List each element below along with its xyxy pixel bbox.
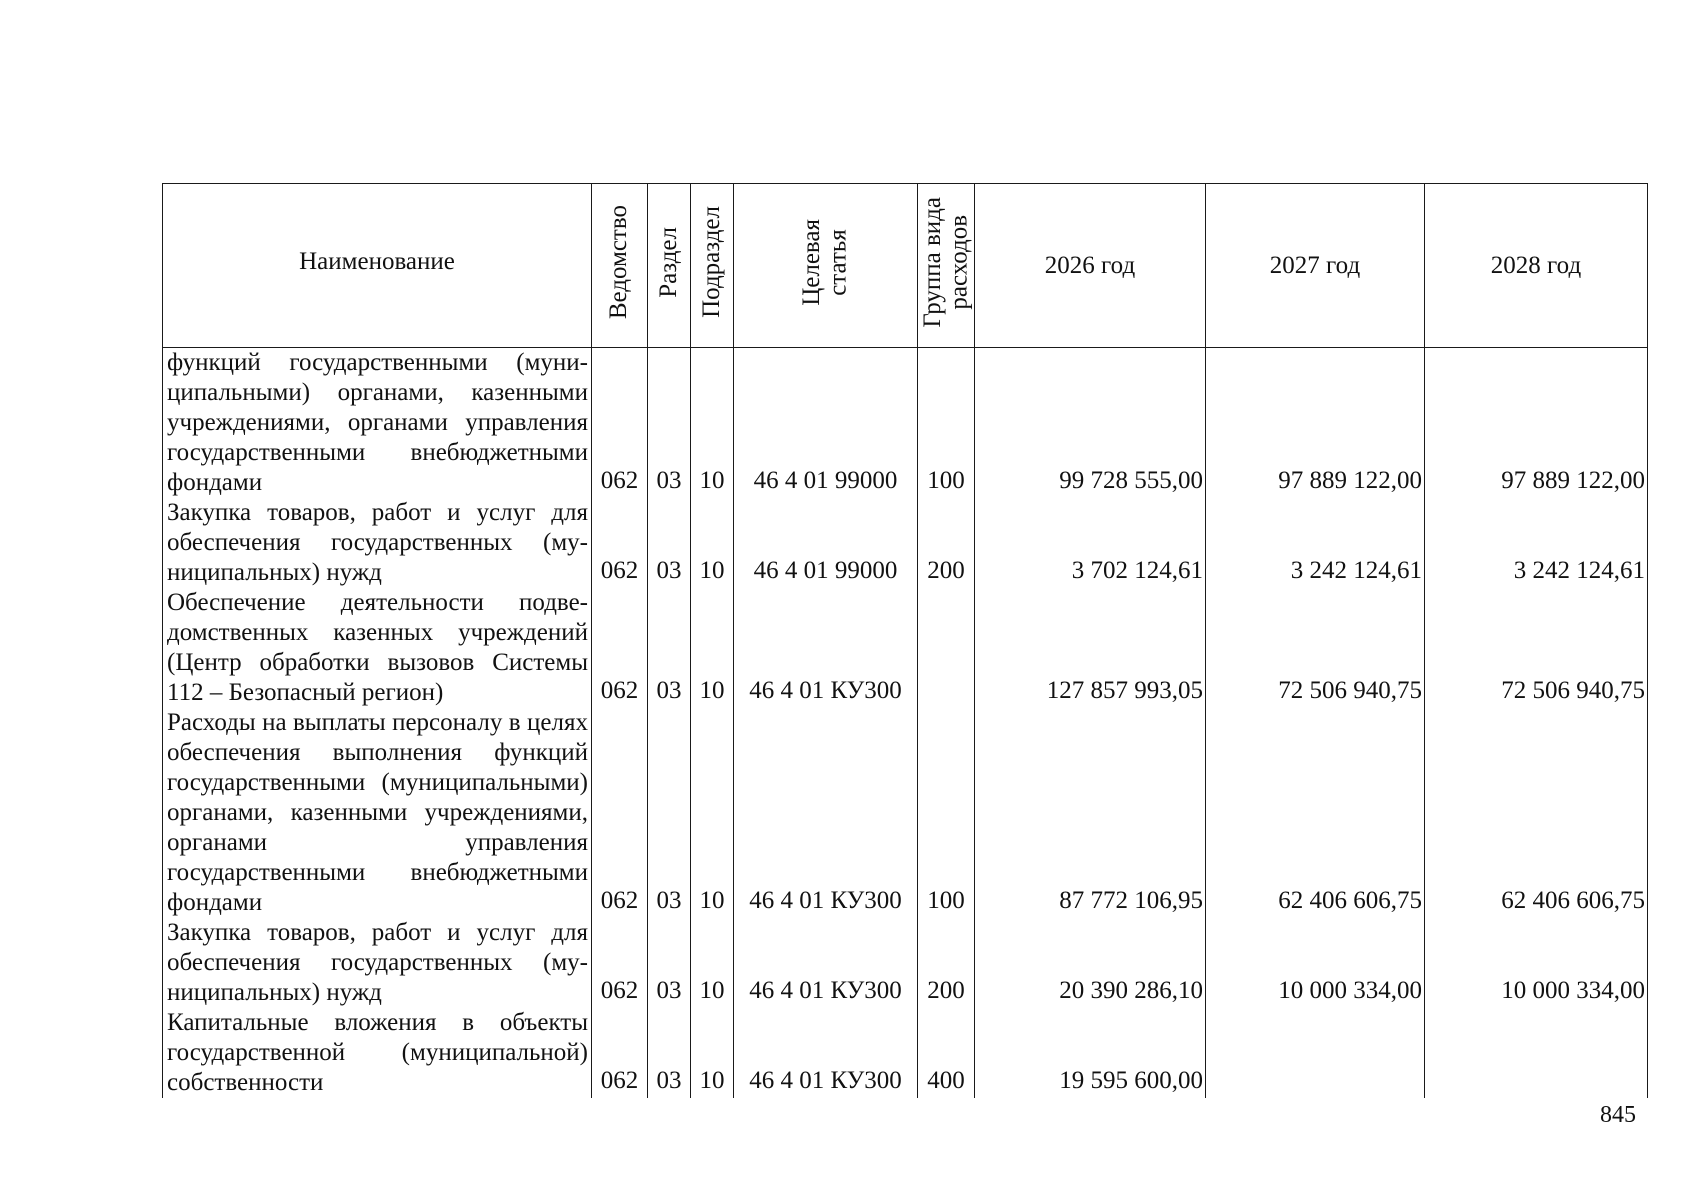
header-department: [592, 184, 648, 348]
cell-year-2027: 97 889 122,00: [1206, 348, 1425, 499]
cell-section: 03: [648, 918, 691, 1008]
table-row: [163, 348, 1648, 499]
table-row: [163, 918, 1648, 1008]
header-department-label: Ведомство: [605, 204, 633, 320]
cell-subsection: 10: [691, 708, 734, 918]
header-subsection: [691, 184, 734, 348]
cell-subsection: 10: [691, 498, 734, 588]
cell-subsection: 10: [691, 918, 734, 1008]
cell-target: 46 4 01 99000: [734, 348, 918, 499]
cell-year-2027: [1206, 1008, 1425, 1098]
cell-target: 46 4 01 КУ300: [734, 708, 918, 918]
table-header: [163, 184, 1648, 348]
cell-year-2027: 72 506 940,75: [1206, 588, 1425, 708]
header-subsection-label: Подраздел: [697, 206, 725, 318]
cell-section: 03: [648, 498, 691, 588]
cell-group: 200: [918, 498, 975, 588]
cell-name: Обеспечение деятельности подведомственных казенных учреждений (Центр обработки вызовов Системы 112 – Безопасный регион): [163, 588, 592, 708]
cell-year-2026: 20 390 286,10: [975, 918, 1206, 1008]
cell-name: Капитальные вложения в объекты государственной (муниципальной) собственности: [163, 1008, 592, 1098]
cell-section: 03: [648, 348, 691, 499]
header-year-2028-label: 2028 год: [1490, 251, 1582, 279]
header-group-label: [920, 197, 973, 328]
table-body: [163, 348, 1648, 1099]
cell-group: 400: [918, 1008, 975, 1098]
cell-year-2026: 87 772 106,95: [975, 708, 1206, 918]
header-name: [163, 184, 592, 348]
cell-year-2028: [1425, 1008, 1648, 1098]
cell-target: 46 4 01 КУ300: [734, 588, 918, 708]
cell-name: функций государственными (муниципальными) органами, казенными учреждениями, органами управления государственными внебюджетными фондами: [163, 348, 592, 499]
cell-department: 062: [592, 1008, 648, 1098]
header-year-2026: [975, 184, 1206, 348]
header-target-line1: Целевая: [798, 218, 826, 306]
cell-year-2027: 62 406 606,75: [1206, 708, 1425, 918]
header-section: [648, 184, 691, 348]
table-row: [163, 588, 1648, 708]
cell-year-2028: 97 889 122,00: [1425, 348, 1648, 499]
cell-department: 062: [592, 498, 648, 588]
cell-year-2028: 3 242 124,61: [1425, 498, 1648, 588]
cell-section: 03: [648, 588, 691, 708]
cell-department: 062: [592, 588, 648, 708]
cell-section: 03: [648, 708, 691, 918]
cell-name: Закупка товаров, работ и услуг для обеспечения государственных (муниципальных) нужд: [163, 498, 592, 588]
cell-name: Расходы на выплаты персоналу в целях обеспечения выполнения функций государственными (муниципальными) органами, казенными учреждениями, органами управления государственными внебюджетными фондами: [163, 708, 592, 918]
cell-year-2026: 19 595 600,00: [975, 1008, 1206, 1098]
cell-year-2026: 99 728 555,00: [975, 348, 1206, 499]
cell-section: 03: [648, 1008, 691, 1098]
header-year-2028: [1425, 184, 1648, 348]
header-target-line2: статья: [824, 228, 852, 296]
cell-department: 062: [592, 918, 648, 1008]
cell-year-2027: 3 242 124,61: [1206, 498, 1425, 588]
table-row: [163, 708, 1648, 918]
header-group: [918, 184, 975, 348]
cell-target: 46 4 01 КУ300: [734, 1008, 918, 1098]
budget-table: [162, 183, 1648, 1098]
header-target: [734, 184, 918, 348]
table-row: [163, 1008, 1648, 1098]
cell-year-2026: 127 857 993,05: [975, 588, 1206, 708]
header-year-2027-label: 2027 год: [1269, 251, 1361, 279]
header-year-2026-label: 2026 год: [1044, 251, 1136, 279]
header-name-label: Наименование: [299, 247, 455, 275]
cell-target: 46 4 01 99000: [734, 498, 918, 588]
cell-group: 100: [918, 708, 975, 918]
page-number: 845: [1600, 1102, 1636, 1128]
cell-subsection: 10: [691, 588, 734, 708]
header-section-label: Раздел: [654, 226, 682, 298]
cell-subsection: 10: [691, 1008, 734, 1098]
header-target-label: [799, 219, 852, 306]
header-year-2027: [1206, 184, 1425, 348]
cell-group: 200: [918, 918, 975, 1008]
cell-group: [918, 588, 975, 708]
header-group-line1: Группа вида: [918, 196, 946, 328]
cell-year-2026: 3 702 124,61: [975, 498, 1206, 588]
cell-year-2028: 62 406 606,75: [1425, 708, 1648, 918]
cell-department: 062: [592, 348, 648, 499]
cell-name: Закупка товаров, работ и услуг для обеспечения государственных (муниципальных) нужд: [163, 918, 592, 1008]
cell-year-2028: 72 506 940,75: [1425, 588, 1648, 708]
cell-group: 100: [918, 348, 975, 499]
cell-department: 062: [592, 708, 648, 918]
table-row: [163, 498, 1648, 588]
cell-subsection: 10: [691, 348, 734, 499]
cell-target: 46 4 01 КУ300: [734, 918, 918, 1008]
header-group-line2: расходов: [945, 214, 972, 310]
cell-year-2027: 10 000 334,00: [1206, 918, 1425, 1008]
cell-year-2028: 10 000 334,00: [1425, 918, 1648, 1008]
